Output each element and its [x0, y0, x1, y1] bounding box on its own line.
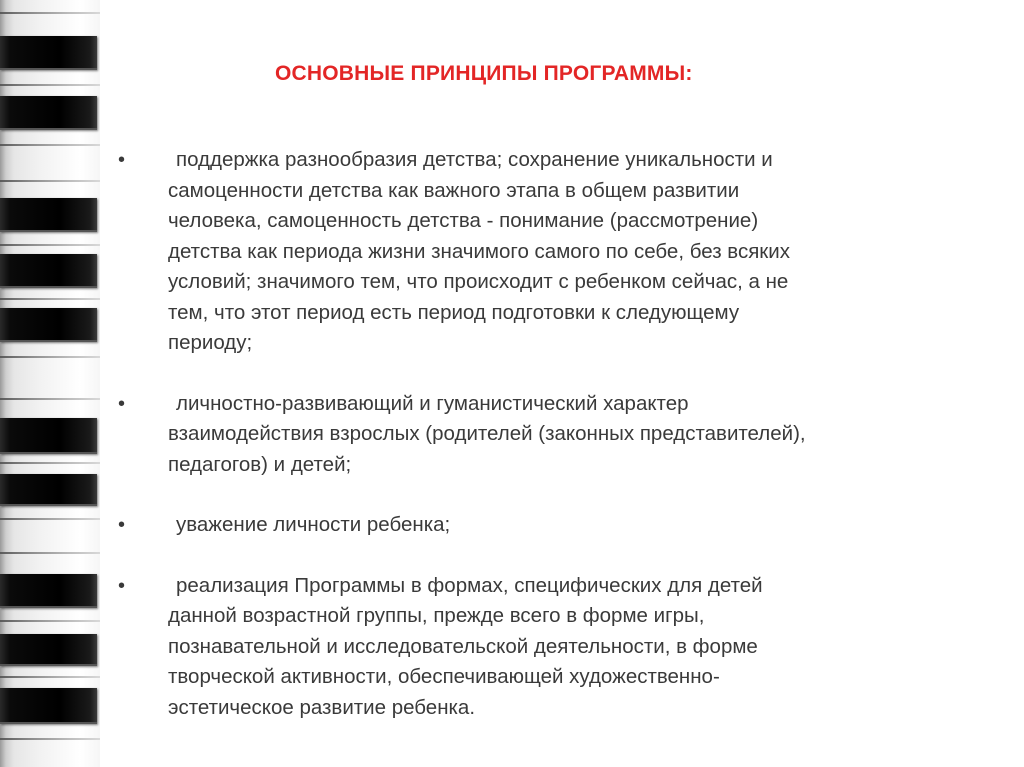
white-key-divider	[0, 144, 100, 146]
white-key-divider	[0, 356, 100, 358]
text-line: личностно-развивающий и гуманистический характер	[176, 391, 689, 415]
white-key-divider	[0, 298, 100, 300]
bullet-text	[168, 145, 978, 359]
bullet-text	[168, 389, 978, 481]
slide-title: ОСНОВНЫЕ ПРИНЦИПЫ ПРОГРАММЫ:	[275, 62, 693, 85]
list-item	[118, 571, 978, 724]
white-key-divider	[0, 738, 100, 740]
text-line: взаимодействия взрослых (родителей (законных представителей),	[168, 422, 806, 445]
bullet-icon: •	[118, 514, 126, 536]
white-key-divider	[0, 180, 100, 182]
white-key-divider	[0, 12, 100, 14]
white-key-divider	[0, 244, 100, 246]
list-item	[118, 510, 978, 541]
black-key	[0, 308, 97, 342]
bullet-icon: •	[118, 392, 126, 415]
white-key-divider	[0, 676, 100, 678]
bullet-text	[168, 571, 978, 724]
black-key	[0, 634, 97, 666]
text-line: познавательной и исследовательской деятельности, в форме	[168, 634, 758, 658]
list-item	[118, 389, 978, 481]
text-line: творческой активности, обеспечивающей художественно-	[168, 665, 720, 688]
black-key	[0, 418, 97, 454]
black-key	[0, 474, 97, 506]
text-line: периоду;	[168, 331, 253, 354]
bullet-icon: •	[118, 149, 126, 171]
text-line: реализация Программы в формах, специфических для детей	[176, 573, 763, 597]
black-key	[0, 36, 97, 70]
text-line: эстетическое развитие ребенка.	[168, 695, 476, 719]
black-key	[0, 96, 97, 130]
white-key-divider	[0, 462, 100, 464]
slide-content	[100, 0, 1024, 767]
white-key-divider	[0, 518, 100, 520]
text-line: человека, самоценность детства - понимание (рассмотрение)	[168, 209, 759, 232]
text-line: тем, что этот период есть период подготовки к следующему	[168, 300, 740, 324]
black-key	[0, 254, 97, 288]
white-key-divider	[0, 84, 100, 86]
text-line: детства как периода жизни значимого самого по себе, без всяких	[168, 239, 790, 263]
black-key	[0, 198, 97, 232]
text-line: уважение личности ребенка;	[176, 513, 451, 536]
text-line: условий; значимого тем, что происходит с ребенком сейчас, а не	[168, 270, 789, 293]
black-key	[0, 688, 97, 724]
bullet-text	[168, 510, 978, 541]
white-key-divider	[0, 620, 100, 622]
white-key-divider	[0, 398, 100, 400]
text-line: данной возрастной группы, прежде всего в форме игры,	[168, 604, 705, 627]
text-line: педагогов) и детей;	[168, 452, 352, 476]
text-line: самоценности детства как важного этапа в общем развитии	[168, 178, 740, 202]
black-key	[0, 574, 97, 608]
piano-keyboard-decoration	[0, 0, 100, 767]
list-item	[118, 145, 978, 359]
white-key-divider	[0, 552, 100, 554]
text-line: поддержка разнообразия детства; сохранение уникальности и	[176, 148, 773, 171]
principles-list	[118, 145, 978, 753]
bullet-icon: •	[118, 574, 126, 597]
